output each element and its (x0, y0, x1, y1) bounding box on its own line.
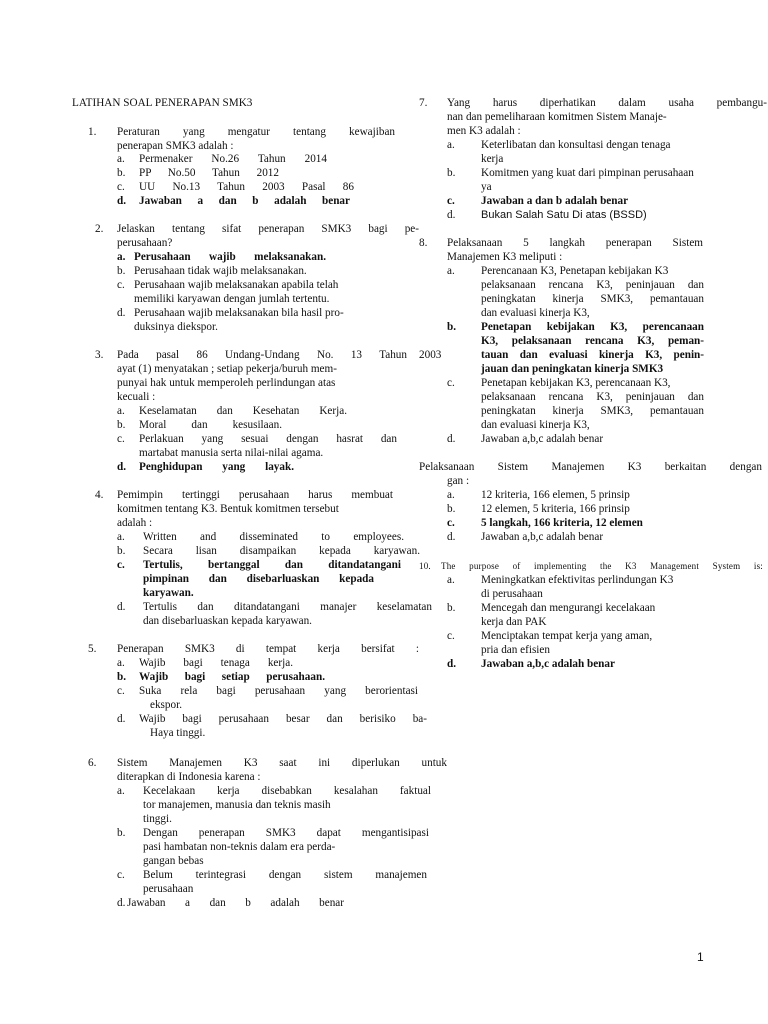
option-text-cont: peningkatan kinerja SMK3, pemantauan (481, 405, 704, 417)
question-number: 1. (88, 126, 97, 138)
option-text-cont: dan disebarluaskan kepada karyawan. (143, 615, 312, 627)
option-letter: d. (117, 713, 126, 725)
option-answer-cont: tauan dan evaluasi kinerja K3, penin- (481, 349, 704, 361)
page-title: LATIHAN SOAL PENERAPAN SMK3 (72, 97, 253, 109)
option-text: UU No.13 Tahun 2003 Pasal 86 (139, 181, 354, 193)
option-text: Wajib bagi tenaga kerja. (139, 657, 293, 669)
option-letter: b. (447, 503, 456, 515)
option-text-cont: martabat manusia serta nilai-nilai agama. (139, 447, 324, 459)
option-text: Jawaban a dan b adalah benar (127, 897, 344, 909)
option-text-cont: peningkatan kinerja SMK3, pemantauan (481, 293, 704, 305)
option-letter: c. (117, 181, 125, 193)
option-letter: a. (117, 531, 125, 543)
option-text: Kecelakaan kerja disebabkan kesalahan faktual (143, 785, 431, 797)
option-text-cont: kerja dan PAK (481, 616, 547, 628)
option-text: Dengan penerapan SMK3 dapat mengantisipasi (143, 827, 429, 839)
option-answer: Tertulis, bertanggal dan ditandatangani (143, 559, 401, 571)
option-letter: b. (117, 827, 126, 839)
option-letter: a. (117, 785, 125, 797)
question-number: 6. (88, 757, 97, 769)
option-text-cont: Haya tinggi. (150, 727, 206, 739)
option-letter: b. (447, 321, 457, 333)
option-text-cont: pelaksanaan rencana K3, peninjauan dan (481, 279, 704, 291)
option-text: Penetapan kebijakan K3, perencanaan K3, (481, 377, 671, 389)
question-stem: Penerapan SMK3 di tempat kerja bersifat : (117, 643, 419, 655)
option-text: Suka rela bagi perusahaan yang berorientasi (139, 685, 418, 697)
option-text: Meningkatkan efektivitas perlindungan K3 (481, 574, 674, 586)
option-text: Secara lisan disampaikan kepada karyawan. (143, 545, 420, 557)
question-stem: Peraturan yang mengatur tentang kewajiban (117, 126, 395, 138)
option-text: Written and disseminated to employees. (143, 531, 404, 543)
question-stem-cont: penerapan SMK3 adalah : (117, 140, 234, 152)
option-text-cont: di perusahaan (481, 588, 543, 600)
option-text-cont: gangan bebas (143, 855, 204, 867)
question-stem-cont: perusahaan? (117, 237, 173, 249)
question-number: 3. (95, 349, 104, 361)
option-answer-cont: karyawan. (143, 587, 194, 599)
question-number: 5. (88, 643, 97, 655)
option-text: Perlakuan yang sesuai dengan hasrat dan (139, 433, 397, 445)
option-text-cont: dan evaluasi kinerja K3, (481, 307, 590, 319)
option-letter: b. (117, 265, 126, 277)
question-stem-cont: diterapkan di Indonesia karena : (117, 771, 261, 783)
option-letter: b. (117, 671, 127, 683)
option-letter: a. (117, 251, 126, 263)
option-text-cont: perusahaan (143, 883, 194, 895)
option-letter: d. (447, 531, 456, 543)
question-stem-cont: Manajemen K3 meliputi : (447, 251, 563, 263)
option-letter: c. (117, 433, 125, 445)
option-letter: c. (117, 869, 125, 881)
question-stem-cont: adalah : (117, 517, 153, 529)
option-text: Keselamatan dan Kesehatan Kerja. (139, 405, 347, 417)
option-text: Tertulis dan ditandatangani manajer keselamatan (143, 601, 432, 613)
option-text-cont: ya (481, 181, 492, 193)
question-number: 2. (95, 223, 104, 235)
question-stem: Pelaksanaan Sistem Manajemen K3 berkaitan dengan (419, 461, 762, 473)
option-text-cont: duksinya diekspor. (134, 321, 218, 333)
option-text-cont: kerja (481, 153, 504, 165)
question-stem-cont: gan : (447, 475, 470, 487)
question-stem: Jelaskan tentang sifat penerapan SMK3 bagi pe- (117, 223, 419, 235)
option-letter: a. (447, 489, 455, 501)
question-stem-cont: ayat (1) menyatakan ; setiap pekerja/buruh mem- (117, 363, 337, 375)
option-text: Jawaban a,b,c adalah benar (481, 531, 604, 543)
option-letter: d. (117, 601, 126, 613)
option-answer: Jawaban a dan b adalah benar (139, 195, 350, 207)
option-letter: d. (117, 897, 126, 909)
option-text: 12 kriteria, 166 elemen, 5 prinsip (481, 489, 630, 501)
option-text-cont: ekspor. (150, 699, 183, 711)
option-text: Belum terintegrasi dengan sistem manajemen (143, 869, 427, 881)
option-text: Jawaban a,b,c adalah benar (481, 433, 604, 445)
option-text: Perusahaan wajib melaksanakan apabila telah (134, 279, 339, 291)
question-number: 7. (419, 97, 428, 109)
option-letter: d. (117, 307, 126, 319)
option-text-cont: dan evaluasi kinerja K3, (481, 419, 590, 431)
question-stem: Pemimpin tertinggi perusahaan harus membuat (117, 489, 393, 501)
option-letter: a. (447, 574, 455, 586)
option-text: PP No.50 Tahun 2012 (139, 167, 279, 179)
option-letter: c. (447, 517, 455, 529)
option-answer-cont: K3, pelaksanaan rencana K3, peman- (481, 335, 704, 347)
question-stem: Sistem Manajemen K3 saat ini diperlukan untuk (117, 757, 447, 769)
option-text: Komitmen yang kuat dari pimpinan perusahaan (481, 167, 694, 179)
option-text: Moral dan kesusilaan. (139, 419, 282, 431)
question-stem: Pada pasal 86 Undang-Undang No. 13 Tahun (117, 349, 407, 361)
option-letter: a. (117, 405, 125, 417)
option-answer: Wajib bagi setiap perusahaan. (139, 671, 325, 683)
option-letter: c. (117, 559, 125, 571)
option-letter: c. (447, 195, 455, 207)
option-letter: d. (447, 209, 456, 221)
option-letter: a. (447, 139, 455, 151)
option-answer: Jawaban a,b,c adalah benar (481, 658, 615, 670)
question-stem: Pelaksanaan 5 langkah penerapan Sistem (447, 237, 703, 249)
option-text: 12 elemen, 5 kriteria, 166 prinsip (481, 503, 630, 515)
option-answer: Penghidupan yang layak. (139, 461, 294, 473)
option-text-cont: memiliki karyawan dengan jumlah tertentu. (134, 293, 330, 305)
option-letter: a. (117, 657, 125, 669)
option-text-cont: pria dan efisien (481, 644, 550, 656)
option-letter: a. (447, 265, 455, 277)
option-letter: b. (117, 545, 126, 557)
option-letter: b. (117, 419, 126, 431)
option-answer: Perusahaan wajib melaksanakan. (134, 251, 326, 263)
option-letter: d. (117, 461, 127, 473)
option-letter: d. (447, 658, 457, 670)
option-text: Wajib bagi perusahaan besar dan berisiko ba- (139, 713, 427, 725)
option-answer: 5 langkah, 166 kriteria, 12 elemen (481, 517, 643, 529)
option-answer-cont: pimpinan dan disebarluaskan kepada (143, 573, 374, 585)
option-letter: d. (117, 195, 127, 207)
option-text: Perencanaan K3, Penetapan kebijakan K3 (481, 265, 669, 277)
question-stem-year: 2003 (419, 349, 442, 361)
option-text-cont: tinggi. (143, 813, 172, 825)
option-letter: b. (447, 167, 456, 179)
option-letter: c. (447, 630, 455, 642)
question-number: 10. (419, 561, 431, 571)
question-stem-cont: kecuali : (117, 391, 156, 403)
option-text-cont: pasi hambatan non-teknis dalam era perda- (143, 841, 336, 853)
question-number: 8. (419, 237, 428, 249)
question-stem: Yang harus diperhatikan dalam usaha pembangu- (447, 97, 767, 109)
option-answer-cont: jauan dan peningkatan kinerja SMK3 (481, 363, 664, 375)
question-stem-cont: nan dan pemeliharaan komitmen Sistem Manaje- (447, 111, 667, 123)
option-text: Perusahaan tidak wajib melaksanakan. (134, 265, 307, 277)
option-text: Perusahaan wajib melaksanakan bila hasil pro- (134, 307, 344, 319)
page-number: 1 (697, 950, 704, 964)
question-stem-cont: men K3 adalah : (447, 125, 521, 137)
option-text: Permenaker No.26 Tahun 2014 (139, 153, 327, 165)
question-number: 4. (95, 489, 104, 501)
option-text: Menciptakan tempat kerja yang aman, (481, 630, 653, 642)
option-answer: Jawaban a dan b adalah benar (481, 195, 629, 207)
option-letter: b. (447, 602, 456, 614)
option-text-cont: tor manajemen, manusia dan teknis masih (143, 799, 331, 811)
option-letter: c. (117, 685, 125, 697)
option-answer: Penetapan kebijakan K3, perencanaan (481, 321, 704, 333)
option-letter: a. (117, 153, 125, 165)
option-letter: c. (117, 279, 125, 291)
option-text-cont: pelaksanaan rencana K3, peninjauan dan (481, 391, 704, 403)
option-letter: b. (117, 167, 126, 179)
option-letter: d. (447, 433, 456, 445)
question-stem: The purpose of implementing the K3 Management System is: (441, 561, 763, 571)
option-text: Keterlibatan dan konsultasi dengan tenaga (481, 139, 671, 151)
option-text: Bukan Salah Satu Di atas (BSSD) (481, 209, 647, 221)
question-stem-cont: komitmen tentang K3. Bentuk komitmen tersebut (117, 503, 339, 515)
option-letter: c. (447, 377, 455, 389)
option-text: Mencegah dan mengurangi kecelakaan (481, 602, 656, 614)
question-stem-cont: punyai hak untuk memperoleh perlindungan atas (117, 377, 336, 389)
